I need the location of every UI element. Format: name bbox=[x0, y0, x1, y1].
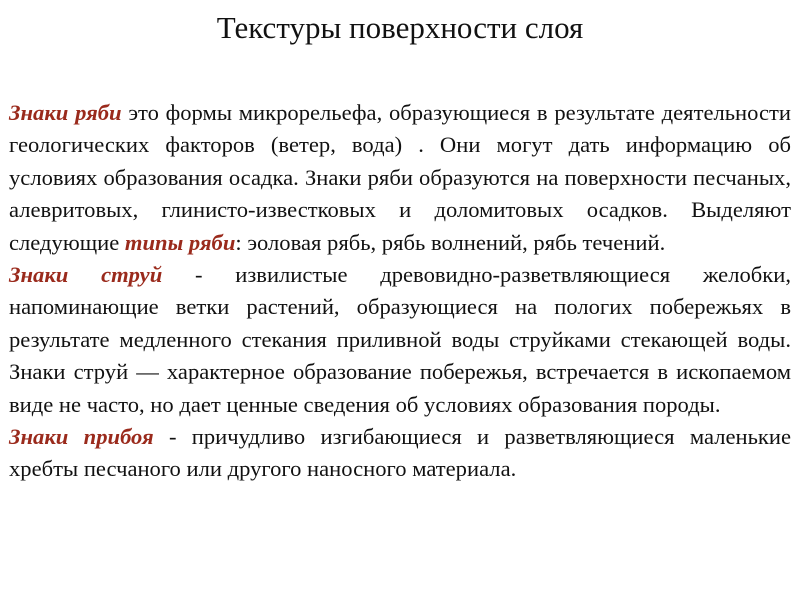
term-rill-marks: Знаки струй bbox=[9, 262, 163, 288]
paragraph-ripple-marks bbox=[9, 97, 791, 259]
term-ripple-marks: Знаки ряби bbox=[9, 100, 122, 125]
ripple-types-text: : эоловая рябь, рябь волнений, рябь течений. bbox=[235, 229, 666, 255]
paragraph-swash-marks bbox=[9, 421, 791, 486]
slide-title: Текстуры поверхности слоя bbox=[216, 10, 584, 45]
term-swash-marks: Знаки прибоя bbox=[9, 424, 154, 450]
swash-marks-text: - причудливо изгибающиеся и разветвляющиеся маленькие хребты песчаного или другого наносного материала. bbox=[9, 424, 791, 482]
term-ripple-types: типы ряби bbox=[124, 229, 236, 255]
slide-body bbox=[9, 97, 791, 486]
rill-marks-text: - извилистые древовидно-разветвляющиеся желобки, напоминающие ветки растений, образующиеся на пологих побережьях в результате медленного стекания приливной воды струйками стекающей воды. Знаки струй — характерное образование побережья, встречается в ископаемом виде не часто, но дает ценные сведения об условиях образования породы. bbox=[9, 262, 791, 417]
paragraph-rill-marks bbox=[9, 259, 791, 421]
ripple-marks-text: это формы микрорельефа, образующиеся в результате деятельности геологических факторов (ветер, вода) . Они могут дать информацию об условиях образования осадка. Знаки ряби образуются на поверхности песчаных, алевритовых, глинисто-известковых и доломитовых осадков. Выделяют следующие bbox=[9, 100, 791, 255]
